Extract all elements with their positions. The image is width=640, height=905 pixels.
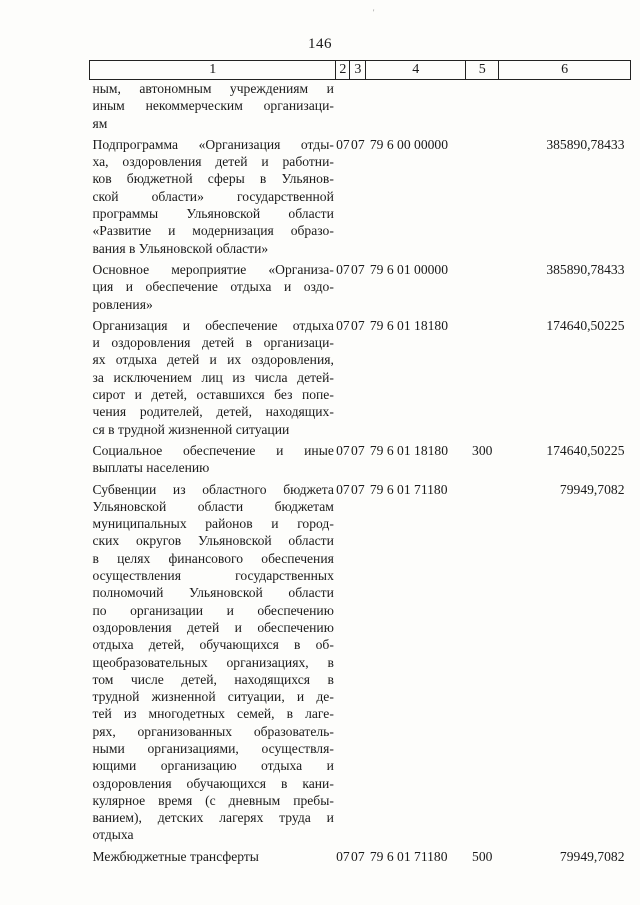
budget-table (89, 60, 631, 869)
table-row (90, 136, 631, 261)
row-target-article-code (366, 80, 466, 136)
row-section-code: 07 (336, 481, 350, 497)
row-target-article-code: 79 6 01 18180 (369, 442, 449, 458)
row-name-line: ских округов Ульяновской области (92, 533, 334, 549)
row-name-line: кулярное время (с дневным пребы- (92, 792, 334, 808)
row-amount: 79949,7082 (559, 481, 625, 497)
row-expense-type-code: 300 (472, 442, 493, 458)
scan-mark: ' (373, 8, 375, 17)
row-name-line: муниципальных районов и город- (92, 516, 334, 532)
row-target-article-code: 79 6 00 00000 (369, 136, 449, 152)
row-name-line: отдыха детей, обучающихся в об- (92, 637, 334, 653)
header-col-6: 6 (499, 61, 631, 80)
row-subsection-code: 07 (351, 317, 365, 333)
row-name-line: «Развитие и модернизация образо- (92, 223, 334, 239)
row-section-code: 07 (336, 261, 350, 277)
row-name-line: Субвенции из областного бюджета (92, 481, 334, 497)
row-name-line: ха, оздоровления детей и работни- (92, 154, 334, 170)
header-col-1: 1 (90, 61, 336, 80)
row-name-line: ция и обеспечение отдыха и оздо- (92, 279, 334, 295)
row-name-line: ванием), детских лагерях труда и (92, 810, 334, 826)
row-name-line: Подпрограмма «Организация отды- (92, 136, 334, 152)
row-name-line: ков бюджетной сферы в Ульянов- (92, 171, 334, 187)
row-name-line: полномочий Ульяновской области (92, 585, 334, 601)
row-name-line: рях, организованных образователь- (92, 723, 334, 739)
row-amount: 385890,78433 (546, 261, 625, 277)
row-name-cell (90, 442, 336, 481)
header-col-2: 2 (336, 61, 350, 80)
row-subsection-code: 07 (351, 136, 365, 152)
table-row (90, 848, 631, 869)
row-name-line: Основное мероприятие «Организа- (92, 261, 334, 277)
page-number: 146 (308, 36, 332, 52)
row-subsection-code: 07 (351, 481, 365, 497)
row-section-code: 07 (336, 442, 350, 458)
row-target-article-code: 79 6 01 00000 (369, 261, 449, 277)
row-name-line: сирот и детей, оставшихся без попе- (92, 387, 334, 403)
row-amount: 174640,50225 (546, 317, 625, 333)
row-expense-type-code: 500 (472, 848, 493, 864)
row-name-line: по организации и обеспечению (92, 602, 334, 618)
row-name-line: осуществления государственных (92, 568, 334, 584)
row-expense-type-code (466, 317, 499, 442)
row-name-line: чения родителей, детей, находящих- (92, 404, 334, 420)
row-name-line: Организация и обеспечение отдыха (92, 317, 334, 333)
row-name-cell (90, 261, 336, 317)
table-row (90, 442, 631, 481)
row-expense-type-code (466, 261, 499, 317)
row-name-cell (90, 317, 336, 442)
row-subsection-code: 07 (351, 261, 365, 277)
row-name-line: отдыха (92, 827, 134, 843)
row-name-cell (90, 136, 336, 261)
row-name-line: Ульяновской области бюджетам (92, 498, 334, 514)
row-section-code: 07 (336, 136, 350, 152)
row-name-cell (90, 848, 336, 869)
header-col-3: 3 (350, 61, 366, 80)
row-amount: 79949,7082 (559, 848, 625, 864)
row-target-article-code: 79 6 01 18180 (369, 317, 449, 333)
row-name-line: за исключением лиц из числа детей- (92, 369, 334, 385)
row-expense-type-code (466, 136, 499, 261)
row-name-line: оздоровления обучающихся в кани- (92, 775, 334, 791)
row-subsection-code: 07 (351, 848, 365, 864)
row-expense-type-code (466, 481, 499, 848)
row-name-line: ющими организацию отдыха и (92, 758, 334, 774)
header-col-5: 5 (466, 61, 499, 80)
row-amount (499, 80, 631, 136)
row-target-article-code: 79 6 01 71180 (369, 481, 448, 497)
row-amount: 174640,50225 (546, 442, 625, 458)
table-row (90, 261, 631, 317)
row-section-code: 07 (336, 848, 350, 864)
row-target-article-code: 79 6 01 71180 (369, 848, 448, 864)
row-name-line: ным, автономным учреждениям и (92, 81, 334, 96)
table-header-row (90, 61, 631, 80)
row-name-line: Социальное обеспечение и иные (92, 442, 334, 458)
row-name-line: иным некоммерческим организаци- (92, 98, 334, 114)
row-amount: 385890,78433 (546, 136, 625, 152)
row-name-line: щеобразовательных организациях, в (92, 654, 334, 670)
row-name-line: ской области» государственной (92, 188, 334, 204)
row-name-line: трудной жизненной ситуации, и де- (92, 689, 334, 705)
row-name-cell (90, 481, 336, 848)
row-name-cell (90, 80, 336, 136)
table-row (90, 481, 631, 848)
row-subsection-code (350, 80, 366, 136)
row-name-line: ям (92, 115, 108, 131)
row-name-line: ровления» (92, 296, 153, 312)
row-name-line: ях отдыха детей и их оздоровления, (92, 352, 334, 368)
row-subsection-code: 07 (351, 442, 365, 458)
row-name-line: вания в Ульяновской области» (92, 240, 269, 256)
row-section-code: 07 (336, 317, 350, 333)
row-expense-type-code (466, 80, 499, 136)
table-body (90, 80, 631, 870)
row-name-line: оздоровления детей и обеспечению (92, 619, 334, 635)
row-name-line: в целях финансового обеспечения (92, 550, 334, 566)
row-name-line: Межбюджетные трансферты (92, 848, 259, 864)
table-row (90, 317, 631, 442)
row-section-code (336, 80, 350, 136)
row-name-line: том числе детей, находящихся в (92, 671, 334, 687)
row-name-line: ся в трудной жизненной ситуации (92, 421, 290, 437)
row-name-line: программы Ульяновской области (92, 206, 334, 222)
row-name-line: ными организациями, осуществля- (92, 740, 334, 756)
row-name-line: тей из многодетных семей, в лаге- (92, 706, 334, 722)
table-row (90, 80, 631, 136)
row-name-line: и оздоровления детей в организаци- (92, 335, 334, 351)
header-col-4: 4 (366, 61, 466, 80)
row-name-line: выплаты населению (92, 460, 210, 476)
